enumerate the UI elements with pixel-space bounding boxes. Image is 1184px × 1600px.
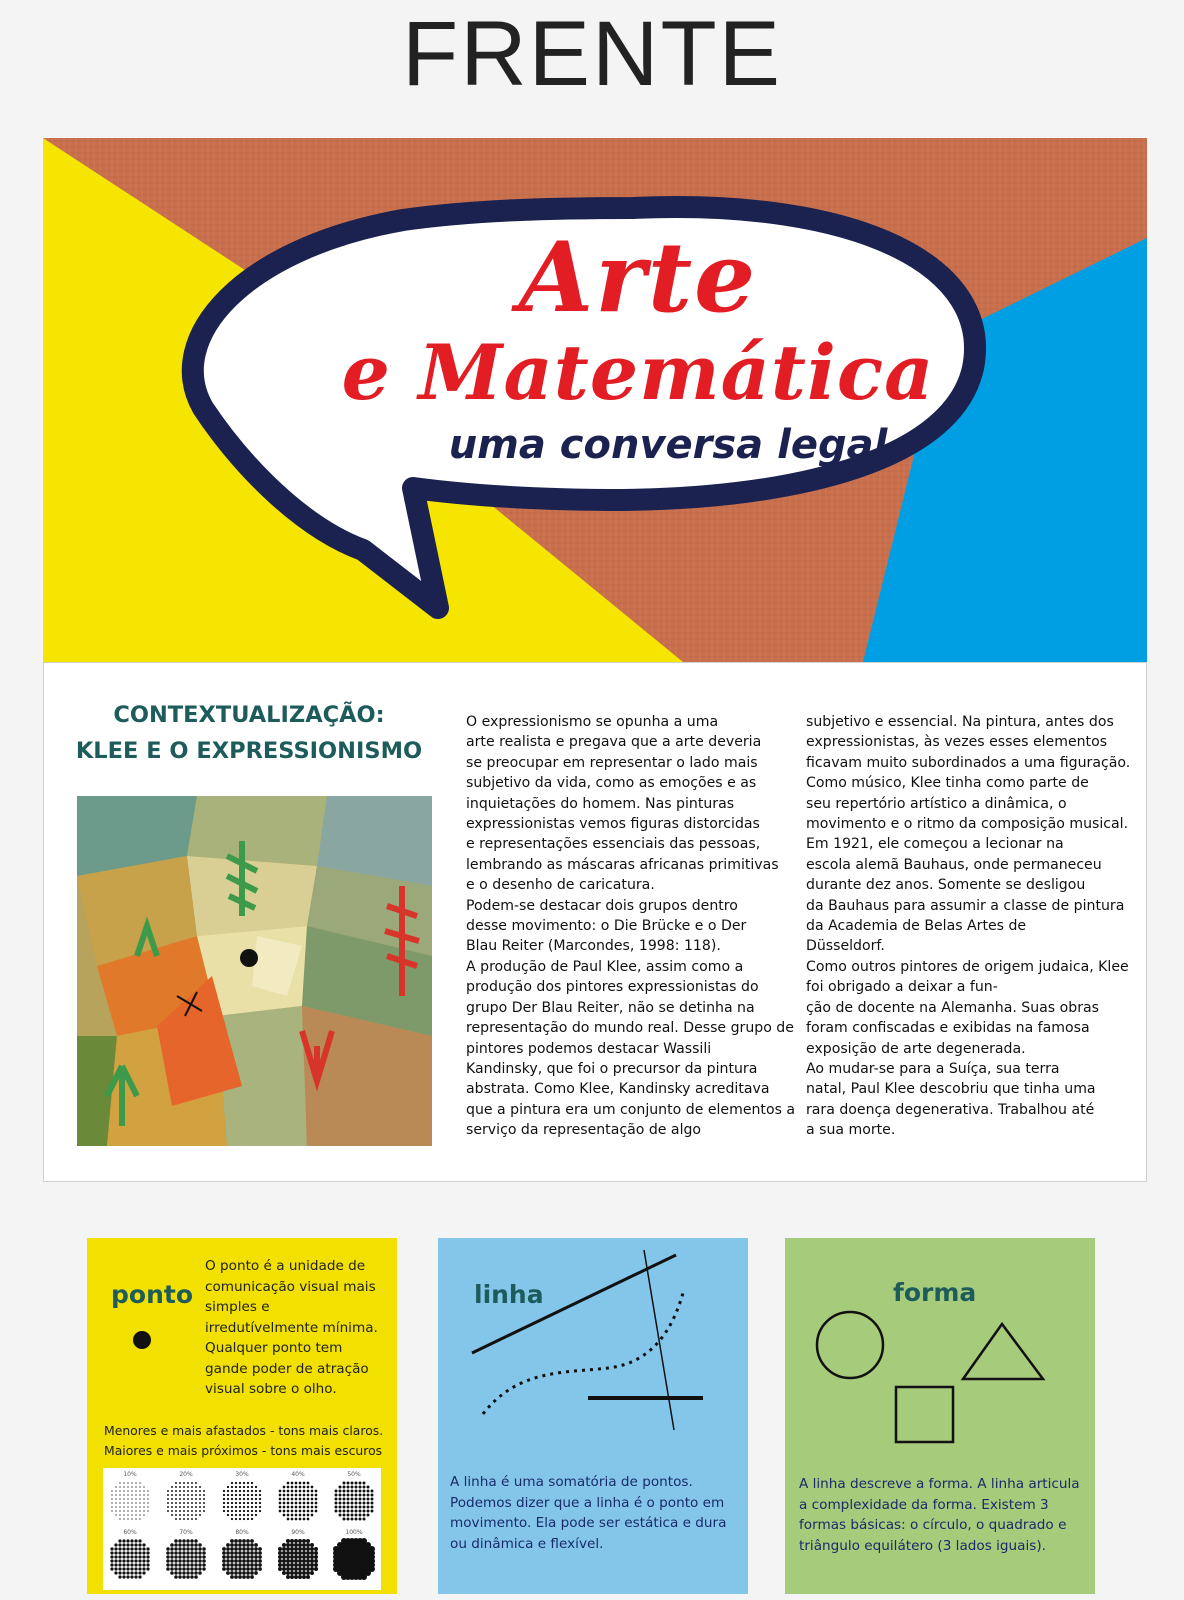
ponto-card — [87, 1238, 397, 1594]
context-column-2-line: subjetivo e essencial. Na pintura, antes dos — [806, 714, 1114, 730]
context-column-1-line: Kandinsky, que foi o precursor da pintura — [466, 1060, 758, 1077]
context-column-1-line: serviço da representação de algo — [466, 1122, 702, 1139]
context-title-line1: CONTEXTUALIZAÇÃO: — [113, 702, 385, 728]
context-column-1-line: inquietações do homem. Nas pinturas — [466, 795, 735, 812]
title-arte: Arte — [518, 221, 758, 334]
subtitle: uma conversa legal — [448, 422, 888, 468]
halftone-label: 80% — [235, 1529, 249, 1536]
halftone-label: 40% — [291, 1471, 305, 1478]
context-column-2-line: da Academia de Belas Artes de — [806, 918, 1027, 935]
triangle-shape — [963, 1324, 1043, 1379]
context-column-1-line: representação do mundo real. Desse grupo de — [466, 1020, 794, 1037]
tones-line1: Menores e mais afastados - tons mais claros. — [104, 1423, 384, 1438]
context-column-1 — [466, 712, 796, 1141]
context-column-2-line: foi obrigado a deixar a fun- — [806, 979, 998, 996]
context-column-2-line: ficavam muito subordinados a uma figuração. — [806, 754, 1131, 771]
banner-title — [313, 221, 963, 472]
context-column-1-line: e o desenho de caricatura. — [466, 877, 655, 894]
context-column-2-line: Em 1921, ele começou a lecionar na — [806, 836, 1064, 853]
ponto-text-line: Qualquer ponto tem — [205, 1340, 343, 1356]
ponto-text-line: irredutívelmente mínima. — [205, 1319, 378, 1336]
context-column-2-line: seu repertório artístico a dinâmica, o — [806, 795, 1067, 812]
halftone-label: 60% — [123, 1529, 137, 1536]
linha-text-line: movimento. Ela pode ser estática e dura — [450, 1515, 727, 1531]
title-matematica: e Matemática — [341, 328, 935, 417]
halftone-swatch — [278, 1539, 318, 1579]
context-column-1-line: pintores podemos destacar Wassili — [466, 1040, 712, 1057]
forma-text-line: triângulo equilátero (3 lados iguais). — [799, 1537, 1046, 1554]
context-column-1-line: que a pintura era um conjunto de elementos a — [466, 1101, 796, 1118]
forma-text-line: A linha descreve a forma. A linha articula — [799, 1476, 1080, 1492]
ponto-text-line: gande poder de atração — [205, 1360, 369, 1377]
context-column-1-line: O expressionismo se opunha a uma — [466, 714, 719, 730]
ponto-text-line: comunicação visual mais — [205, 1278, 376, 1295]
dotted-curve — [483, 1293, 683, 1414]
context-column-1-line: se preocupar em representar o lado mais — [466, 754, 758, 771]
lines-illustration — [438, 1238, 748, 1448]
halftone-swatch — [279, 1482, 318, 1521]
context-column-1-line: e representações essenciais das pessoas, — [466, 836, 761, 853]
halftone-label: 100% — [345, 1529, 363, 1536]
klee-painting — [77, 796, 432, 1146]
halftone-label: 90% — [291, 1529, 305, 1536]
ponto-text-line: O ponto é a unidade de — [205, 1258, 366, 1274]
context-column-1-line: A produção de Paul Klee, assim como a — [466, 958, 744, 975]
halftone-label: 30% — [235, 1471, 249, 1478]
halftone-swatch — [222, 1539, 262, 1579]
forma-heading: forma — [893, 1278, 977, 1307]
context-column-2 — [806, 712, 1138, 1141]
context-column-1-line: Podem-se destacar dois grupos dentro — [466, 897, 738, 914]
diagonal-line — [472, 1255, 676, 1353]
halftone-swatch — [111, 1482, 148, 1519]
context-column-2-line: exposição de arte degenerada. — [806, 1040, 1026, 1057]
halftone-label: 10% — [123, 1471, 137, 1478]
context-column-2-line: Como músico, Klee tinha como parte de — [806, 775, 1089, 792]
linha-text-line: A linha é uma somatória de pontos. — [450, 1474, 693, 1490]
shapes-illustration — [785, 1238, 1095, 1448]
context-column-2-line: escola alemã Bauhaus, onde permaneceu — [806, 856, 1102, 873]
context-column-1-line: subjetivo da vida, como as emoções e as — [466, 775, 757, 792]
halftone-swatch — [167, 1482, 205, 1520]
halftone-swatch — [223, 1482, 261, 1520]
context-column-2-line: Ao mudar-se para a Suíça, sua terra — [806, 1060, 1060, 1077]
linha-text — [450, 1472, 726, 1554]
forma-card — [785, 1238, 1095, 1594]
ponto-text-line: simples e — [205, 1299, 270, 1315]
square-shape — [896, 1387, 953, 1442]
context-title-line2: KLEE E O EXPRESSIONISMO — [75, 738, 423, 764]
context-column-2-line: Düsseldorf. — [806, 938, 885, 955]
context-column-2-line: foram confiscadas e exibidas na famosa — [806, 1020, 1090, 1037]
context-column-1-line: arte realista e pregava que a arte deveria — [466, 734, 762, 751]
context-column-2-line: movimento e o ritmo da composição musical. — [806, 816, 1129, 833]
halftone-swatch — [335, 1482, 374, 1521]
context-column-1-line: lembrando as máscaras africanas primitivas — [466, 856, 779, 873]
context-column-1-line: Blau Reiter (Marcondes, 1998: 118). — [466, 938, 721, 955]
halftone-swatch — [110, 1539, 149, 1578]
context-column-1-line: produção dos pintores expressionistas do — [466, 979, 759, 996]
halftone-chart — [103, 1468, 381, 1590]
context-column-1-line: desse movimento: o Die Brücke e o Der — [466, 918, 747, 935]
title-banner — [43, 138, 1147, 662]
point-dot — [133, 1331, 151, 1349]
context-title — [64, 697, 434, 769]
page-heading: FRENTE — [402, 3, 782, 105]
forma-text — [799, 1474, 1080, 1556]
ponto-text-line: visual sobre o olho. — [205, 1381, 337, 1397]
context-column-2-line: ção de docente na Alemanha. Suas obras — [806, 999, 1099, 1016]
linha-card — [438, 1238, 748, 1594]
tones-line2: Maiores e mais próximos - tons mais escuros — [104, 1443, 383, 1458]
circle-shape — [817, 1312, 883, 1378]
halftone-label: 70% — [179, 1529, 193, 1536]
linha-text-line: ou dinâmica e flexível. — [450, 1535, 604, 1552]
context-column-1-line: expressionistas vemos figuras distorcidas — [466, 816, 760, 833]
linha-heading: linha — [474, 1280, 544, 1309]
context-column-2-line: expressionistas, às vezes esses elementos — [806, 734, 1108, 751]
linha-text-line: Podemos dizer que a linha é o ponto em — [450, 1494, 725, 1511]
halftone-swatch — [166, 1539, 206, 1579]
context-column-2-line: natal, Paul Klee descobriu que tinha uma — [806, 1081, 1096, 1098]
ponto-heading: ponto — [111, 1280, 193, 1309]
halftone-swatch — [333, 1538, 375, 1580]
forma-text-line: formas básicas: o círculo, o quadrado e — [799, 1517, 1067, 1533]
forma-text-line: a complexidade da forma. Existem 3 — [799, 1496, 1049, 1513]
context-column-1-line: abstrata. Como Klee, Kandinsky acreditava — [466, 1081, 770, 1098]
context-column-2-line: a sua morte. — [806, 1122, 896, 1139]
thin-line — [644, 1250, 674, 1430]
context-column-1-line: grupo Der Blau Reiter, não se detinha na — [466, 999, 755, 1016]
context-panel — [43, 662, 1147, 1182]
tones-caption — [104, 1421, 383, 1461]
context-column-2-line: durante dez anos. Somente se desligou — [806, 877, 1086, 894]
ponto-text — [205, 1256, 378, 1400]
halftone-label: 50% — [347, 1471, 361, 1478]
context-column-2-line: da Bauhaus para assumir a classe de pintura — [806, 897, 1125, 914]
context-column-2-line: rara doença degenerativa. Trabalhou até — [806, 1101, 1095, 1118]
context-column-2-line: Como outros pintores de origem judaica, Klee — [806, 958, 1129, 975]
halftone-label: 20% — [179, 1471, 193, 1478]
